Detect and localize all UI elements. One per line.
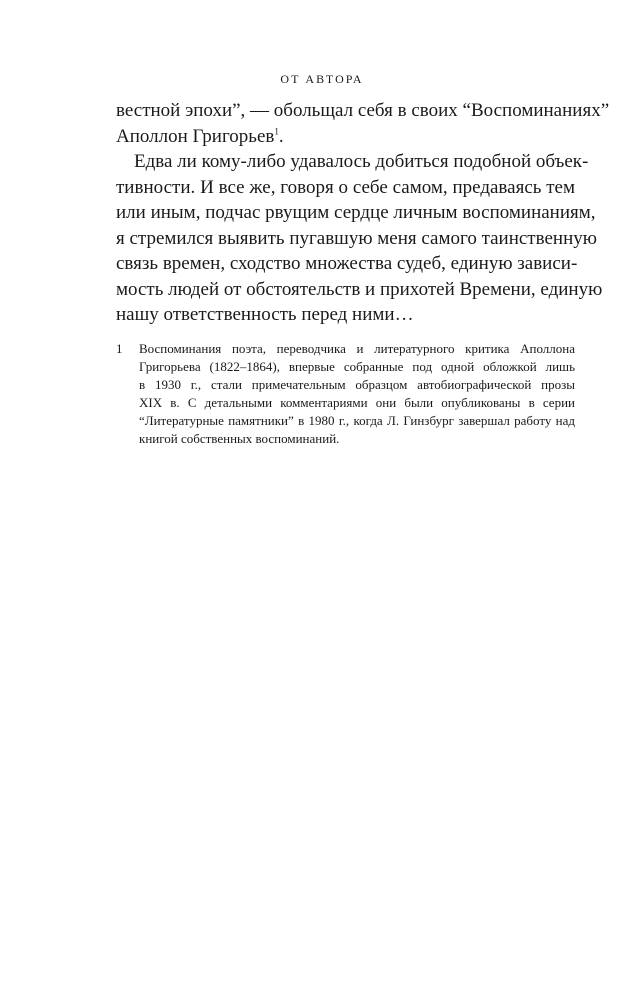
text-line	[116, 124, 575, 150]
text-line: Едва ли кому-либо удавалось добиться подобной объек-	[134, 151, 589, 172]
text-fragment: .	[278, 125, 284, 147]
footnote-line: Григорьева (1822–1864), впервые собранные под одной обложкой лишь	[139, 359, 575, 374]
text-line: нашу ответственность перед ними…	[116, 304, 414, 325]
footnote-text	[139, 340, 575, 448]
main-text	[116, 98, 610, 328]
footnote-reference: 1	[274, 126, 279, 137]
text-line: вестной эпохи”, — обольщал себя в своих “Воспоминаниях”	[116, 100, 610, 121]
footnote-line: в 1930 г., стали примечательным образцом автобиографической прозы	[139, 377, 575, 392]
footnote-line: “Литературные памятники” в 1980 г., когда Л. Гинзбург завершал работу над	[139, 413, 575, 428]
text-line: тивности. И все же, говоря о себе самом, предаваясь тем	[116, 176, 575, 198]
text-line: мость людей от обстоятельств и прихотей Времени, единую	[116, 278, 603, 300]
paragraph-2	[116, 149, 603, 328]
footnote-line: XIX в. С детальными комментариями они были опубликованы в серии	[139, 395, 575, 410]
text-line: я стремился выявить пугавшую меня самого таинственную	[116, 227, 597, 249]
text-line: связь времен, сходство множества судеб, единую зависи-	[116, 253, 578, 274]
paragraph-1	[116, 98, 610, 149]
text-line: или иным, подчас рвущим сердце личным воспоминаниям,	[116, 202, 596, 223]
footnote-number: 1	[116, 341, 123, 356]
running-head: ОТ АВТОРА	[280, 72, 364, 86]
footnote-line: Воспоминания поэта, переводчика и литературного критика Аполлона	[139, 341, 575, 356]
text-fragment: Аполлон Григорьев	[116, 125, 275, 147]
footnote-line: книгой собственных воспоминаний.	[139, 431, 340, 446]
